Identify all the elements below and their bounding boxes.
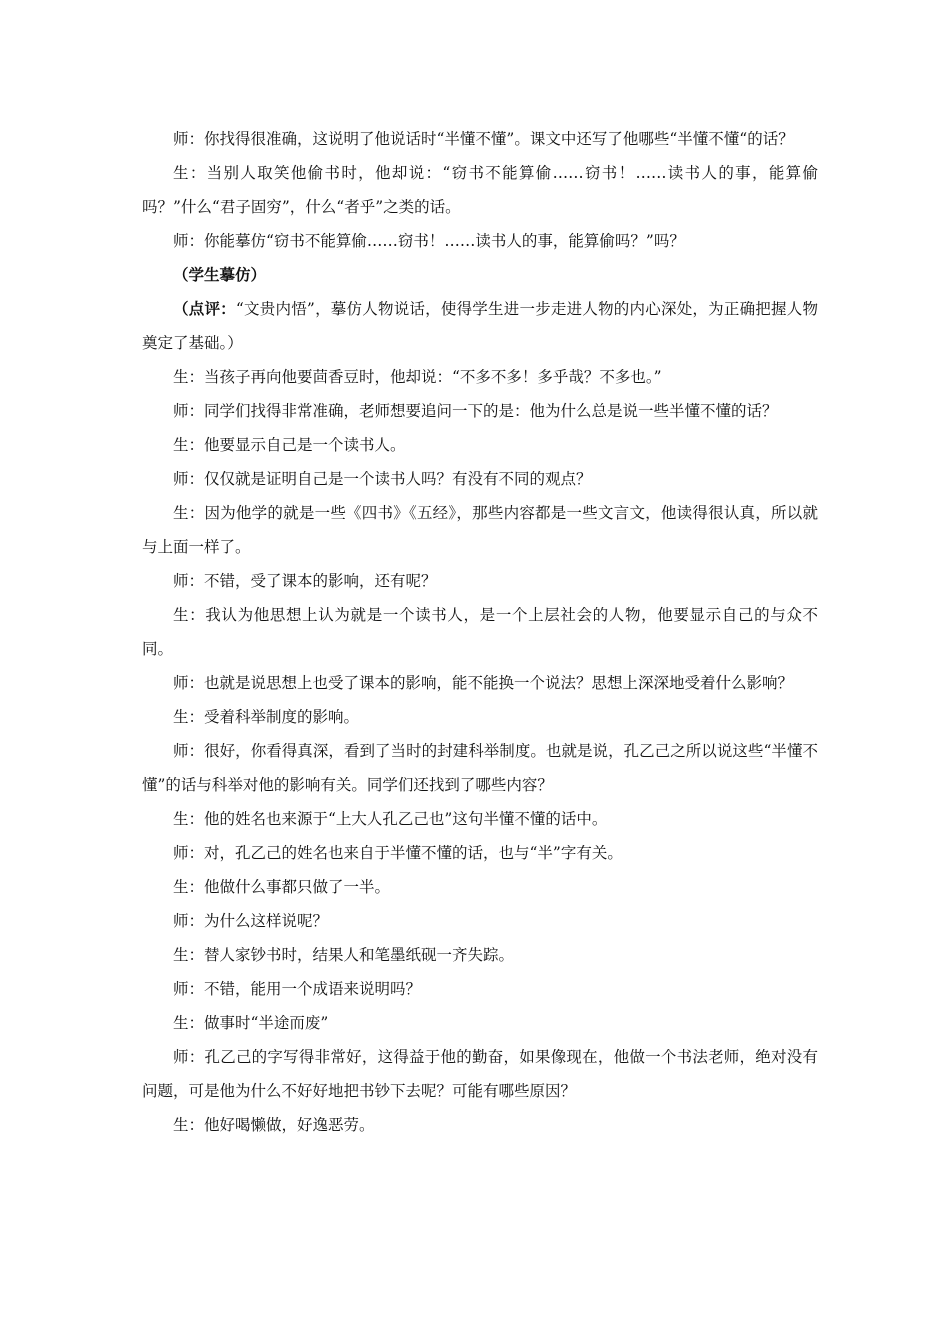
paragraph: 师：不错，受了课本的影响，还有呢？	[173, 572, 437, 590]
paragraph: 生：受着科举制度的影响。	[173, 708, 360, 726]
paragraph-heading: （学生摹仿）	[173, 265, 267, 284]
paragraph: 师：也就是说思想上也受了课本的影响，能不能换一个说法？思想上深深地受着什么影响？	[173, 674, 794, 692]
paragraph: 生：替人家钞书时，结果人和笔墨纸砚一齐失踪。	[173, 946, 515, 964]
comment-body: “文贵内悟”，摹仿人物说话，使得学生进一步走进人物的内心深处，为正确把握人物奠定了基础。）	[142, 300, 818, 352]
paragraph: 师：你找得很准确，这说明了他说话时“半懂不懂”。课文中还写了他哪些“半懂不懂“的话？	[173, 130, 794, 148]
paragraph: 生：他的姓名也来源于“上大人孔乙己也”这句半懂不懂的话中。	[173, 810, 608, 828]
paragraph: 生：因为他学的就是一些《四书》《五经》，那些内容都是一些文言文，他读得很认真，所以就与上面一样了。	[142, 504, 818, 556]
paragraph: 生：他要显示自己是一个读书人。	[173, 436, 406, 454]
paragraph: 师：你能摹仿“窃书不能算偷……窃书！……读书人的事，能算偷吗？”吗？	[173, 232, 685, 250]
paragraph: 师：对，孔乙己的姓名也来自于半懂不懂的话，也与“半”字有关。	[173, 844, 623, 862]
paragraph: 师：很好，你看得真深，看到了当时的封建科举制度。也就是说，孔乙己之所以说这些“半懂不懂”的话与科举对他的影响有关。同学们还找到了哪些内容？	[142, 742, 818, 794]
paragraph: 生：我认为他思想上认为就是一个读书人，是一个上层社会的人物，他要显示自己的与众不同。	[142, 606, 818, 658]
document-body	[142, 122, 818, 1142]
paragraph: 师：不错，能用一个成语来说明吗？	[173, 980, 422, 998]
paragraph: 生：当孩子再向他要茴香豆时，他却说：“不多不多！多乎哉？不多也。”	[173, 368, 662, 386]
paragraph: 生：当别人取笑他偷书时，他却说：“窃书不能算偷……窃书！……读书人的事，能算偷吗？”什么“君子固穷”，什么“者乎”之类的话。	[142, 164, 818, 216]
paragraph-comment	[142, 292, 818, 360]
paragraph: 生：做事时“半途而废”	[173, 1014, 329, 1032]
paragraph: 生：他做什么事都只做了一半。	[173, 878, 391, 896]
paragraph: 生：他好喝懒做，好逸恶劳。	[173, 1116, 375, 1134]
comment-prefix: （点评：	[173, 299, 236, 318]
paragraph: 师：仅仅就是证明自己是一个读书人吗？有没有不同的观点？	[173, 470, 592, 488]
paragraph: 师：孔乙己的字写得非常好，这得益于他的勤奋，如果像现在，他做一个书法老师，绝对没有问题，可是他为什么不好好地把书钞下去呢？可能有哪些原因？	[142, 1048, 818, 1100]
paragraph: 师：为什么这样说呢？	[173, 912, 329, 930]
paragraph: 师：同学们找得非常准确，老师想要追问一下的是：他为什么总是说一些半懂不懂的话？	[173, 402, 778, 420]
